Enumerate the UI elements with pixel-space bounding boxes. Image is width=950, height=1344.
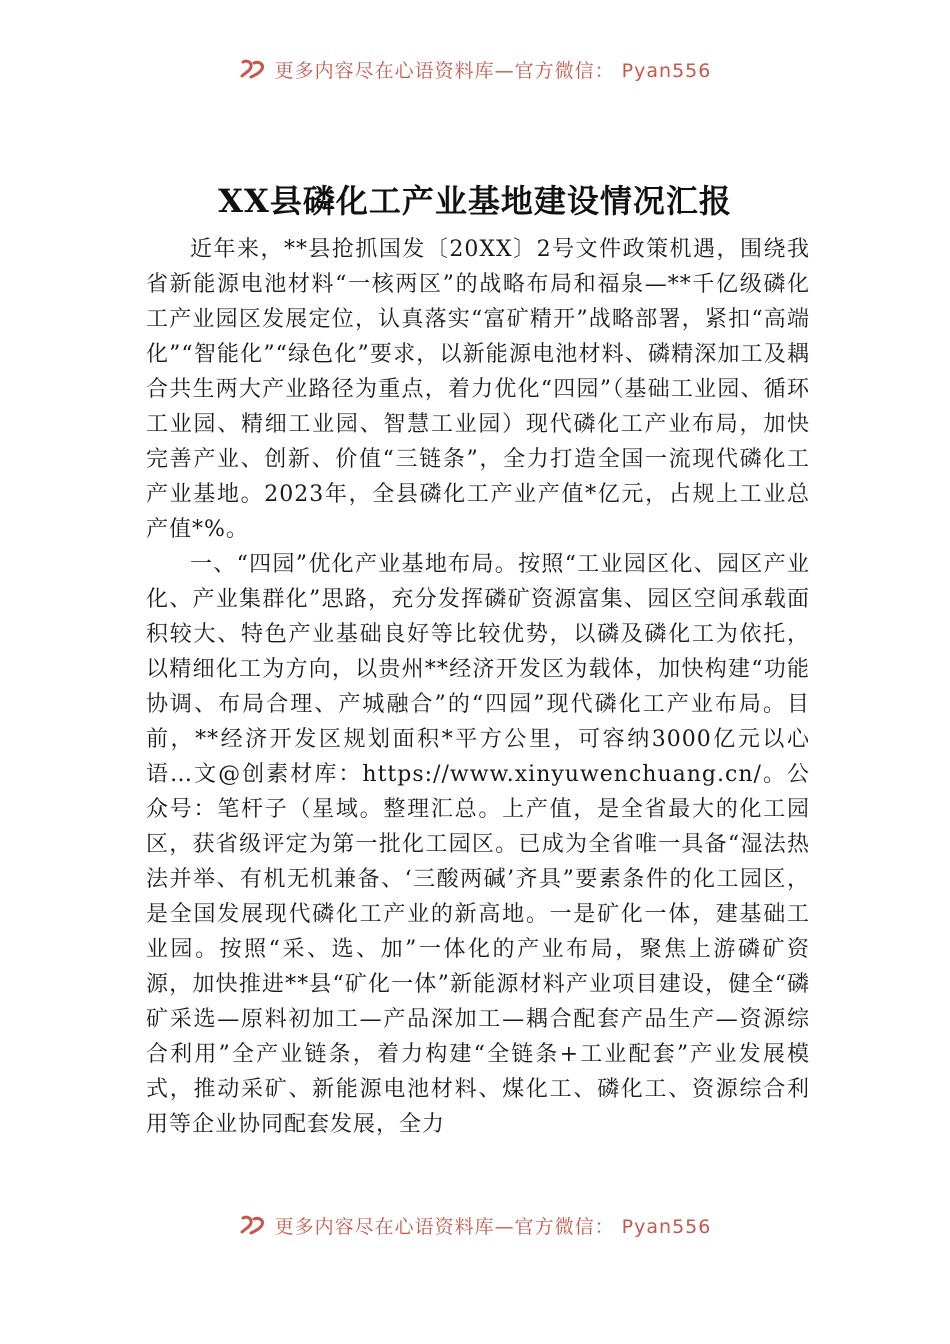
watermark-logo-icon bbox=[239, 1214, 267, 1236]
watermark-logo-icon bbox=[239, 58, 267, 80]
watermark-banner-bottom bbox=[0, 1210, 950, 1240]
document-title: XX县磷化工产业基地建设情况汇报 bbox=[218, 182, 732, 220]
document-body bbox=[146, 232, 810, 1142]
paragraph-section-1: 一、“四园”优化产业基地布局。按照“工业园区化、园区产业化、产业集群化”思路，充分发挥磷矿资源富集、园区空间承载面积较大、特色产业基础良好等比较优势，以磷及磷化工为依托，以精细化工为方向，以贵州**经济开发区为载体，加快构建“功能协调、布局合理、产城融合”的“四园”现代磷化工产业布局。目前，**经济开发区规划面积*平方公里，可容纳3000亿元以心语…文@创素材库：https://www.xinyuwenchuang.cn/。公众号：笔杆子（星域。整理汇总。上产值，是全省最大的化工园区，获省级评定为第一批化工园区。已成为全省唯一具备“湿法热法并举、有机无机兼备、‘三酸两碱’齐具”要素条件的化工园区，是全国发展现代磷化工产业的新高地。一是矿化一体，建基础工业园。按照“采、选、加”一体化的产业布局，聚焦上游磷矿资源，加快推进**县“矿化一体”新能源材料产业项目建设，健全“磷矿采选—原料初加工—产品深加工—耦合配套产品生产—资源综合利用”全产业链条，着力构建“全链条+工业配套”产业发展模式，推动采矿、新能源电池材料、煤化工、磷化工、资源综合利用等企业协同配套发展，全力 bbox=[146, 552, 810, 1137]
watermark-text-bottom: 更多内容尽在心语资料库—官方微信： Pyan556 bbox=[274, 1215, 712, 1238]
paragraph-intro: 近年来，**县抢抓国发〔20XX〕2号文件政策机遇，围绕我省新能源电池材料“一核两区”的战略布局和福泉—**千亿级磷化工产业园区发展定位，认真落实“富矿精开”战略部署，紧扣“高端化”“智能化”“绿色化”要求，以新能源电池材料、磷精深加工及耦合共生两大产业路径为重点，着力优化“四园”（基础工业园、循环工业园、精细工业园、智慧工业园）现代磷化工产业布局，加快完善产业、创新、价值“三链条”，全力打造全国一流现代磷化工产业基地。2023年，全县磷化工产业产值*亿元，占规上工业总产值*%。 bbox=[146, 237, 810, 542]
watermark-banner-top bbox=[0, 54, 950, 84]
watermark-text-top: 更多内容尽在心语资料库—官方微信： Pyan556 bbox=[274, 59, 712, 82]
